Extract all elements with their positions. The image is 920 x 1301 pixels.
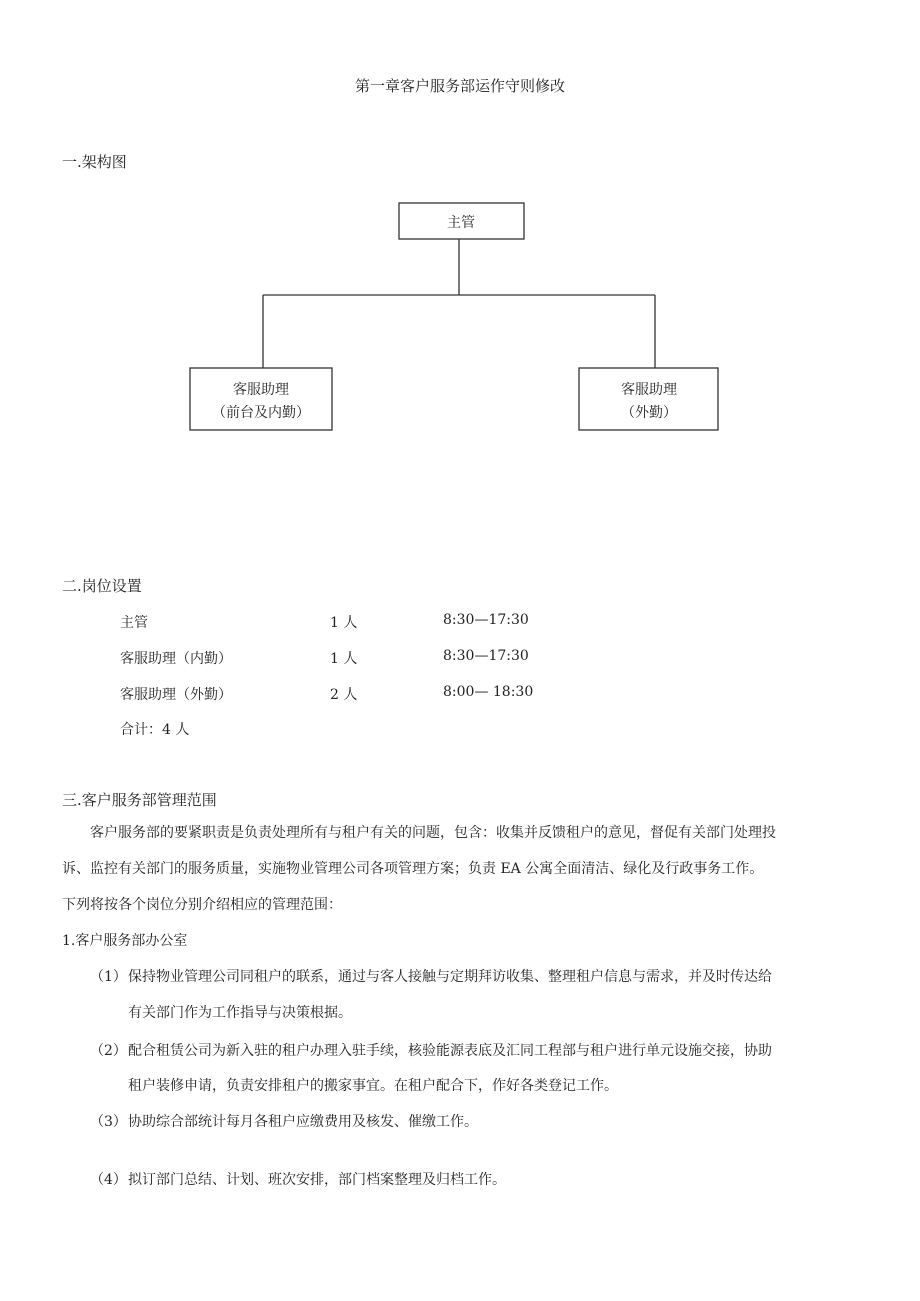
post-hours: 8:30—17:30 [443,612,529,628]
list-item-text: 有关部门作为工作指导与决策根据。 [128,1005,352,1021]
org-label-right-line1: 客服助理 [621,382,677,398]
list-item-text: 租户装修申请，负责安排租户的搬家事宜。在租户配合下，作好各类登记工作。 [128,1078,618,1094]
list-item-number: （3） [90,1114,127,1130]
post-role: 主管 [120,615,148,631]
post-hours: 8:00— 18:30 [443,684,534,700]
post-total: 合计：4 人 [120,722,190,738]
list-item-text: 拟订部门总结、计划、班次安排，部门档案整理及归档工作。 [128,1172,506,1188]
intro-paragraph-line: 下列将按各个岗位分别介绍相应的管理范围： [62,897,342,913]
post-count: 1 人 [330,615,358,631]
list-item-text: 协助综合部统计每月各租户应缴费用及核发、催缴工作。 [128,1114,478,1130]
list-item-number: （4） [90,1172,127,1188]
page-title: 第一章客户服务部运作守则修改 [354,77,565,95]
org-chart [0,195,920,445]
org-label-right-line2: （外勤） [621,405,677,421]
post-count: 2 人 [330,687,358,703]
list-item-number: （2） [90,1043,127,1059]
section-1-heading: 一.架构图 [62,153,127,171]
org-label-left-line2: （前台及内勤） [212,405,310,421]
section-2-heading: 二.岗位设置 [62,577,142,595]
intro-paragraph-line: 客户服务部的要紧职责是负责处理所有与租户有关的问题，包含：收集并反馈租户的意见，督促有关部门处理投 [90,825,776,841]
list-item-number: （1） [90,969,127,985]
post-role: 客服助理（内勤） [120,651,232,667]
intro-paragraph-line: 诉、监控有关部门的服务质量，实施物业管理公司各项管理方案；负责 EA 公寓全面清洁、绿化及行政事务工作。 [62,861,764,877]
post-hours: 8:30—17:30 [443,648,529,664]
subsection-heading: 1.客户服务部办公室 [62,933,188,949]
org-label-left-line1: 客服助理 [233,382,289,398]
list-item-text: 配合租赁公司为新入驻的租户办理入驻手续，核验能源表底及汇同工程部与租户进行单元设施交接，协助 [128,1043,772,1059]
post-count: 1 人 [330,651,358,667]
org-label-supervisor: 主管 [447,215,475,231]
list-item-text: 保持物业管理公司同租户的联系，通过与客人接触与定期拜访收集、整理租户信息与需求，并及时传达给 [128,969,772,985]
post-role: 客服助理（外勤） [120,687,232,703]
section-3-heading: 三.客户服务部管理范围 [62,791,217,809]
